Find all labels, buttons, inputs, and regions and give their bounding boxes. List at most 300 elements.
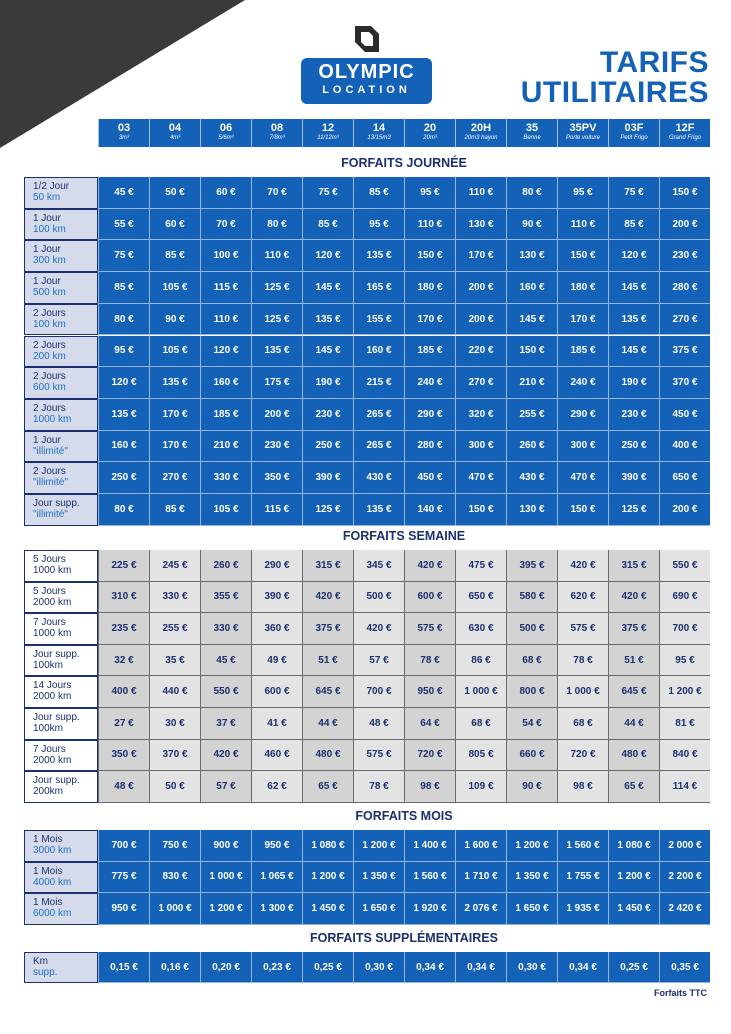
price-cell: 60 €: [200, 177, 251, 209]
vehicle-code: 14: [372, 122, 386, 134]
row-label: [24, 582, 98, 614]
price-cell: 1 650 €: [353, 893, 404, 925]
price-cell: 230 €: [659, 240, 710, 272]
price-cell: 1 350 €: [353, 862, 404, 894]
price-cell: 180 €: [404, 272, 455, 304]
price-cell: 78 €: [404, 645, 455, 677]
row-label-distance: 1000 km: [33, 565, 72, 576]
row-label-duration: Jour supp.: [33, 498, 80, 509]
table-row: [24, 613, 710, 645]
table-row: [24, 582, 710, 614]
price-cell: 135 €: [608, 304, 659, 336]
row-label-distance: 6000 km: [33, 908, 72, 919]
row-label-duration: 1 Jour: [33, 244, 61, 256]
price-cell: 45 €: [98, 177, 149, 209]
row-label-distance: 1000 km: [33, 628, 72, 640]
vehicle-description: 20m³: [423, 135, 437, 141]
price-cell: 290 €: [251, 550, 302, 582]
price-cell: 300 €: [557, 431, 608, 463]
price-cell: 0,25 €: [302, 952, 353, 983]
price-cell: 210 €: [200, 431, 251, 463]
vehicle-code: 20H: [470, 122, 492, 134]
price-cell: 1 710 €: [455, 862, 506, 894]
price-cell: 230 €: [251, 431, 302, 463]
vehicle-header-cell: [149, 119, 200, 147]
table-row: [24, 676, 710, 708]
price-cell: 355 €: [200, 582, 251, 614]
row-label: [24, 209, 98, 241]
price-cell: 200 €: [455, 272, 506, 304]
row-label: [24, 431, 98, 463]
price-cell: 185 €: [404, 336, 455, 368]
price-cell: 2 000 €: [659, 830, 710, 862]
price-cell: 27 €: [98, 708, 149, 740]
price-cell: 420 €: [200, 740, 251, 772]
row-label: [24, 367, 98, 399]
price-cell: 160 €: [200, 367, 251, 399]
price-cell: 550 €: [200, 676, 251, 708]
price-cell: 160 €: [353, 336, 404, 368]
price-cell: 250 €: [98, 462, 149, 494]
price-cell: 105 €: [200, 494, 251, 526]
price-cell: 450 €: [404, 462, 455, 494]
price-cell: 50 €: [149, 177, 200, 209]
price-cell: 30 €: [149, 708, 200, 740]
price-cell: 51 €: [608, 645, 659, 677]
row-label: [24, 272, 98, 304]
price-cell: 64 €: [404, 708, 455, 740]
price-cell: 320 €: [455, 399, 506, 431]
price-cell: 700 €: [659, 613, 710, 645]
price-cell: 480 €: [608, 740, 659, 772]
price-cell: 135 €: [353, 494, 404, 526]
price-cell: 120 €: [608, 240, 659, 272]
vehicle-header-cell: [200, 119, 251, 147]
section-title: FORFAITS SUPPLÉMENTAIRES: [310, 931, 498, 945]
table-row: [24, 862, 710, 894]
table-row: [24, 645, 710, 677]
vehicle-code: 03F: [624, 122, 644, 134]
price-cell: 370 €: [659, 367, 710, 399]
price-cell: 200 €: [659, 494, 710, 526]
price-cell: 480 €: [302, 740, 353, 772]
vehicle-description: 4m³: [169, 135, 181, 141]
row-label-distance: "illimité": [33, 509, 68, 520]
price-cell: 470 €: [455, 462, 506, 494]
price-cell: 250 €: [608, 431, 659, 463]
row-label: [24, 399, 98, 431]
price-cell: 430 €: [353, 462, 404, 494]
table-row: [24, 830, 710, 862]
price-cell: 145 €: [302, 336, 353, 368]
price-cell: 80 €: [251, 209, 302, 241]
footer-note: Forfaits TTC: [654, 988, 707, 998]
table-row: [24, 209, 710, 241]
row-label: [24, 708, 98, 740]
row-label-distance: 600 km: [33, 382, 66, 394]
price-cell: 125 €: [608, 494, 659, 526]
price-cell: 390 €: [251, 582, 302, 614]
logo-line-2: LOCATION: [322, 84, 411, 96]
price-cell: 65 €: [302, 771, 353, 803]
price-cell: 650 €: [659, 462, 710, 494]
price-cell: 475 €: [455, 550, 506, 582]
row-label-duration: 1 Jour: [33, 276, 61, 288]
price-cell: 135 €: [149, 367, 200, 399]
price-cell: 0,34 €: [557, 952, 608, 983]
price-cell: 650 €: [455, 582, 506, 614]
vehicle-header-cell: [506, 119, 557, 147]
price-cell: 310 €: [98, 582, 149, 614]
price-cell: 200 €: [455, 304, 506, 336]
table-row: [24, 550, 710, 582]
row-label-duration: 14 Jours: [33, 680, 72, 692]
price-cell: 645 €: [302, 676, 353, 708]
price-cell: 125 €: [251, 272, 302, 304]
price-cell: 420 €: [608, 582, 659, 614]
price-cell: 840 €: [659, 740, 710, 772]
price-cell: 800 €: [506, 676, 557, 708]
row-label-distance: supp.: [33, 967, 58, 978]
row-label-distance: 2000 km: [33, 596, 72, 608]
row-label-duration: 7 Jours: [33, 617, 66, 629]
row-label-duration: 2 Jours: [33, 339, 66, 351]
price-cell: 500 €: [353, 582, 404, 614]
row-label-distance: 100 km: [33, 223, 66, 235]
vehicle-header-cell: [353, 119, 404, 147]
price-cell: 70 €: [200, 209, 251, 241]
table-row: [24, 367, 710, 399]
vehicle-description: Grand Frigo: [668, 135, 701, 141]
row-label-duration: 1 Mois: [33, 834, 63, 845]
price-cell: 130 €: [455, 209, 506, 241]
title-line-2: UTILITAIRES: [520, 76, 709, 109]
price-cell: 0,23 €: [251, 952, 302, 983]
price-cell: 185 €: [200, 399, 251, 431]
price-cell: 110 €: [404, 209, 455, 241]
price-cell: 900 €: [200, 830, 251, 862]
price-cell: 1 200 €: [659, 676, 710, 708]
vehicle-code: 35PV: [569, 122, 597, 134]
price-cell: 50 €: [149, 771, 200, 803]
price-cell: 90 €: [506, 771, 557, 803]
table-row: [24, 708, 710, 740]
price-cell: 175 €: [251, 367, 302, 399]
price-cell: 85 €: [149, 240, 200, 272]
price-cell: 85 €: [149, 494, 200, 526]
table-row: [24, 304, 710, 336]
vehicle-code: 12F: [675, 122, 695, 134]
price-cell: 150 €: [557, 494, 608, 526]
price-cell: 350 €: [251, 462, 302, 494]
price-cell: 75 €: [98, 240, 149, 272]
price-cell: 1 600 €: [455, 830, 506, 862]
price-cell: 345 €: [353, 550, 404, 582]
price-cell: 265 €: [353, 431, 404, 463]
price-cell: 830 €: [149, 862, 200, 894]
price-cell: 120 €: [302, 240, 353, 272]
row-label: [24, 613, 98, 645]
row-label-distance: 50 km: [33, 192, 61, 203]
vehicle-header-cell: [557, 119, 608, 147]
row-label-duration: 5 Jours: [33, 585, 66, 597]
row-label-distance: 300 km: [33, 255, 66, 267]
table-row: [24, 952, 710, 983]
price-cell: 1 935 €: [557, 893, 608, 925]
price-cell: 150 €: [455, 494, 506, 526]
price-cell: 32 €: [98, 645, 149, 677]
vehicle-description: Benne: [523, 135, 541, 141]
price-cell: 950 €: [251, 830, 302, 862]
vehicle-header-cell: [302, 119, 353, 147]
row-label-duration: 1 Jour: [33, 434, 61, 446]
price-cell: 35 €: [149, 645, 200, 677]
price-cell: 600 €: [404, 582, 455, 614]
price-cell: 375 €: [659, 336, 710, 368]
table-row: [24, 771, 710, 803]
price-cell: 60 €: [149, 209, 200, 241]
price-cell: 95 €: [557, 177, 608, 209]
title-line-1: TARIFS: [599, 46, 709, 79]
page-title: [521, 48, 709, 108]
price-cell: 180 €: [557, 272, 608, 304]
price-cell: 145 €: [302, 272, 353, 304]
price-cell: 120 €: [200, 336, 251, 368]
price-cell: 360 €: [251, 613, 302, 645]
price-cell: 950 €: [404, 676, 455, 708]
price-cell: 330 €: [200, 613, 251, 645]
price-cell: 660 €: [506, 740, 557, 772]
row-label-distance: 4000 km: [33, 876, 72, 888]
vehicle-code: 06: [219, 122, 233, 134]
vehicle-header-row: [98, 119, 710, 147]
vehicle-header-cell: [659, 119, 710, 147]
price-cell: 250 €: [302, 431, 353, 463]
price-cell: 75 €: [608, 177, 659, 209]
table-row: [24, 494, 710, 526]
price-cell: 109 €: [455, 771, 506, 803]
price-cell: 95 €: [353, 209, 404, 241]
price-cell: 500 €: [506, 613, 557, 645]
price-cell: 1 000 €: [455, 676, 506, 708]
price-cell: 125 €: [251, 304, 302, 336]
price-cell: 105 €: [149, 336, 200, 368]
price-cell: 440 €: [149, 676, 200, 708]
price-cell: 165 €: [353, 272, 404, 304]
price-cell: 270 €: [455, 367, 506, 399]
price-cell: 420 €: [404, 550, 455, 582]
price-cell: 1 000 €: [557, 676, 608, 708]
price-cell: 114 €: [659, 771, 710, 803]
price-cell: 0,34 €: [404, 952, 455, 983]
price-cell: 1 450 €: [608, 893, 659, 925]
row-label-distance: 200km: [33, 786, 64, 798]
row-label: [24, 550, 98, 582]
table-row: [24, 240, 710, 272]
price-cell: 90 €: [506, 209, 557, 241]
price-cell: 150 €: [404, 240, 455, 272]
price-cell: 45 €: [200, 645, 251, 677]
price-cell: 805 €: [455, 740, 506, 772]
price-cell: 620 €: [557, 582, 608, 614]
price-cell: 330 €: [149, 582, 200, 614]
vehicle-code: 20: [423, 122, 437, 134]
price-cell: 0,30 €: [506, 952, 557, 983]
price-cell: 235 €: [98, 613, 149, 645]
vehicle-description: Porte voiture: [565, 135, 601, 141]
price-cell: 575 €: [404, 613, 455, 645]
price-cell: 1 450 €: [302, 893, 353, 925]
row-label: [24, 862, 98, 894]
price-cell: 98 €: [557, 771, 608, 803]
price-cell: 280 €: [659, 272, 710, 304]
row-label-duration: Jour supp.: [33, 712, 80, 723]
price-cell: 150 €: [659, 177, 710, 209]
price-cell: 44 €: [302, 708, 353, 740]
row-label-duration: 1/2 Jour: [33, 181, 70, 192]
price-cell: 41 €: [251, 708, 302, 740]
price-cell: 420 €: [557, 550, 608, 582]
price-cell: 65 €: [608, 771, 659, 803]
price-cell: 1 560 €: [557, 830, 608, 862]
price-cell: 135 €: [302, 304, 353, 336]
price-cell: 690 €: [659, 582, 710, 614]
price-cell: 255 €: [506, 399, 557, 431]
table-row: [24, 336, 710, 368]
vehicle-header-cell: [455, 119, 506, 147]
row-label-duration: 2 Jours: [33, 466, 66, 478]
price-cell: 0,15 €: [98, 952, 149, 983]
price-cell: 1 080 €: [302, 830, 353, 862]
row-label-distance: 100km: [33, 659, 64, 671]
price-cell: 330 €: [200, 462, 251, 494]
price-cell: 68 €: [455, 708, 506, 740]
row-label-duration: Jour supp.: [33, 775, 80, 787]
price-cell: 1 200 €: [506, 830, 557, 862]
price-cell: 210 €: [506, 367, 557, 399]
price-cell: 350 €: [98, 740, 149, 772]
price-cell: 200 €: [659, 209, 710, 241]
price-cell: 1 200 €: [200, 893, 251, 925]
price-cell: 85 €: [608, 209, 659, 241]
price-cell: 400 €: [98, 676, 149, 708]
row-label: [24, 177, 98, 209]
price-cell: 170 €: [149, 399, 200, 431]
price-cell: 51 €: [302, 645, 353, 677]
price-cell: 395 €: [506, 550, 557, 582]
row-label: [24, 494, 98, 526]
price-cell: 160 €: [98, 431, 149, 463]
price-cell: 54 €: [506, 708, 557, 740]
price-cell: 48 €: [98, 771, 149, 803]
price-cell: 110 €: [557, 209, 608, 241]
row-label-distance: 100km: [33, 723, 64, 734]
price-cell: 2 420 €: [659, 893, 710, 925]
vehicle-code: 12: [321, 122, 335, 134]
vehicle-description: 20m3 hayon: [464, 135, 498, 141]
price-cell: 125 €: [302, 494, 353, 526]
brand-mark-icon: [351, 24, 383, 56]
row-label-distance: 1000 km: [33, 413, 72, 425]
price-cell: 75 €: [302, 177, 353, 209]
price-cell: 135 €: [98, 399, 149, 431]
price-cell: 1 560 €: [404, 862, 455, 894]
price-cell: 145 €: [608, 272, 659, 304]
table-row: [24, 177, 710, 209]
price-cell: 700 €: [98, 830, 149, 862]
table-row: [24, 740, 710, 772]
price-cell: 0,30 €: [353, 952, 404, 983]
price-cell: 135 €: [251, 336, 302, 368]
price-cell: 2 200 €: [659, 862, 710, 894]
price-cell: 575 €: [557, 613, 608, 645]
price-cell: 260 €: [200, 550, 251, 582]
row-label-distance: 2000 km: [33, 754, 72, 766]
price-cell: 80 €: [98, 494, 149, 526]
price-cell: 300 €: [455, 431, 506, 463]
price-cell: 1 755 €: [557, 862, 608, 894]
price-cell: 37 €: [200, 708, 251, 740]
price-cell: 1 350 €: [506, 862, 557, 894]
price-cell: 78 €: [557, 645, 608, 677]
price-cell: 110 €: [200, 304, 251, 336]
row-label: [24, 952, 98, 983]
price-cell: 950 €: [98, 893, 149, 925]
row-label-distance: 3000 km: [33, 845, 72, 856]
row-label-duration: Km: [33, 956, 48, 967]
price-cell: 390 €: [608, 462, 659, 494]
row-label-distance: "illimité": [33, 477, 68, 489]
price-cell: 230 €: [608, 399, 659, 431]
price-cell: 115 €: [200, 272, 251, 304]
table-row: [24, 399, 710, 431]
table-row: [24, 462, 710, 494]
price-cell: 155 €: [353, 304, 404, 336]
row-label: [24, 771, 98, 803]
price-cell: 1 000 €: [149, 893, 200, 925]
vehicle-code: 08: [270, 122, 284, 134]
price-cell: 170 €: [404, 304, 455, 336]
price-cell: 170 €: [455, 240, 506, 272]
price-cell: 145 €: [506, 304, 557, 336]
price-cell: 240 €: [404, 367, 455, 399]
price-cell: 68 €: [557, 708, 608, 740]
price-cell: 150 €: [557, 240, 608, 272]
price-cell: 1 000 €: [200, 862, 251, 894]
price-cell: 290 €: [557, 399, 608, 431]
price-cell: 420 €: [302, 582, 353, 614]
price-cell: 57 €: [200, 771, 251, 803]
price-cell: 85 €: [98, 272, 149, 304]
row-label: [24, 240, 98, 272]
price-cell: 1 080 €: [608, 830, 659, 862]
price-cell: 375 €: [608, 613, 659, 645]
price-cell: 90 €: [149, 304, 200, 336]
price-cell: 170 €: [149, 431, 200, 463]
price-cell: 290 €: [404, 399, 455, 431]
table-row: [24, 431, 710, 463]
row-label: [24, 830, 98, 862]
table-row: [24, 272, 710, 304]
price-cell: 160 €: [506, 272, 557, 304]
price-cell: 580 €: [506, 582, 557, 614]
price-cell: 1 400 €: [404, 830, 455, 862]
logo-wordmark: [301, 58, 432, 104]
price-cell: 270 €: [659, 304, 710, 336]
section-title: FORFAITS MOIS: [355, 809, 453, 823]
price-cell: 140 €: [404, 494, 455, 526]
price-cell: 81 €: [659, 708, 710, 740]
